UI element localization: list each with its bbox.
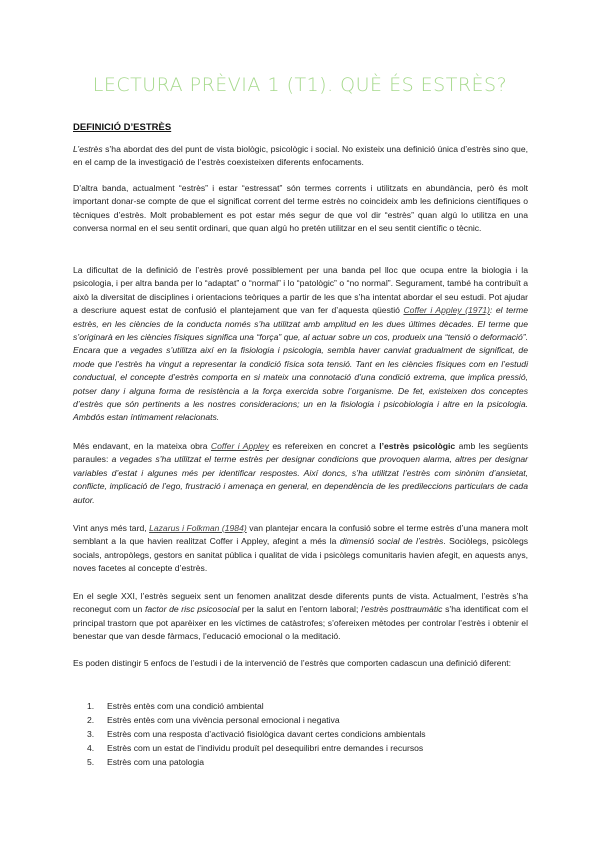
p3-text-a: La dificultat de la definició de l’estrès prové possiblement per una banda pel lloc que ocupa entre la biologia i la psicologia, i per altra banda per lo “adaptat” o “normal” i lo “patològic” o “no normal”. Segurament, també ha contribuït a això la diversitat de disciplines i orientacions teòriques a partir de les que s’ha intentat abordar el seu estudi. Pot ajudar a descriure aquest estat de confusió el plantejament que van fer d’aquesta qüestió	[73, 265, 528, 316]
list-item: 1. Estrès entès com una condició ambiental	[87, 701, 264, 711]
p1-text: s’ha abordat des del punt de vista biològic, psicològic i social. No existeix una definició única d’estrès sino que, en el camp de la investigació de l’estrès coexisteixen diferents enfocaments.	[73, 144, 528, 168]
list-item: 3. Estrès com una resposta d’activació fisiològica davant certes condicions ambientals	[87, 729, 426, 739]
p6-italic-ptsd: l’estrès posttraumàtic	[360, 604, 443, 615]
p6-italic-risk: factor de risc psicosocial	[144, 604, 240, 615]
page-title: LECTURA PRÈVIA 1 (T1). QUÈ ÉS ESTRÈS?	[92, 74, 508, 96]
list-item: 5. Estrès com una patologia	[87, 757, 204, 767]
citation-lazarus-folkman-1984[interactable]: Lazarus i Folkman (1984)	[149, 523, 247, 533]
p6-text-e: s’ha identificat com el principal trastorn que pot aparèixer en les víctimes de catàstrofes; s’ofereixen mètodes per controlar l’estrès i obtenir el benestar que van desde fàrmacs, l’educació emocional o la meditació.	[73, 604, 528, 642]
p4-text-d: a vegades s’ha utilitzat el terme estrès per designar condicions que provoquen alarma, altres per designar variables d’estat i algunes més per identificar respostes. Així doncs, s’ha utilitzat l’estrès com sinònim d’ansietat, conflicte, implicació de l’ego, frustració i amenaça en general, en dependència de les predileccions particulars de cada autor.	[73, 454, 528, 505]
section-heading: DEFINICIÓ D’ESTRÈS	[73, 122, 172, 133]
p4-text-b: es refereixen en concret a	[269, 441, 380, 451]
p4-bold-term: l’estrès psicològic	[379, 441, 456, 451]
p5-italic-term: dimensió social de l’estrès	[339, 536, 444, 547]
list-item: 4. Estrès com un estat de l’individu produït pel desequilibri entre demandes i recursos	[87, 743, 424, 753]
p5-text-b: van plantejar encara la confusió sobre el terme estrès d’una manera molt semblant a la que havien realitzat Coffer i Appley, afegint a més la	[73, 523, 528, 547]
paragraph-3	[73, 264, 528, 425]
p5-text-a: Vint anys més tard,	[73, 523, 150, 533]
paragraph-7: Es poden distingir 5 enfocs de l’estudi i de la intervenció de l’estrès que comporten cadascun una definició diferent:	[73, 658, 512, 668]
paragraph-5	[73, 522, 528, 576]
p6-text-c: per la salut en l’entorn laboral;	[239, 604, 361, 615]
citation-coffer-appley[interactable]: Coffer i Appley	[210, 441, 269, 451]
paragraph-4	[73, 440, 528, 507]
approaches-list	[73, 699, 426, 769]
list-item: 2. Estrès entès com una vivència personal emocional i negativa	[87, 715, 340, 725]
p1-term: L’estrès	[73, 144, 103, 154]
p3-text-b: : el terme estrès, en les ciències de la conducta només s’ha utilitzat amb amplitud en les dues últimes dècades. El terme que s’originarà en les ciències físiques significa una “força” que, al actuar sobre un cos, produeix una “tensió o deformació”. Encara que a vegades s’utilitza així en la fisiologia i psicologia, sembla haver canviat gradualment de significat, de mode que l’estrès ha vingut a representar la condició física sota tensió. Tant en les ciències físiques com en l’estudi conductual, el concepte d’estrès comporta en si mateix una connotació d’una condició extrema, que implica pressió, potser dany i alguna forma de resistència a la força exercida sobre l’organisme. De fet, existeixen dos conceptes d’estrès que són pertinents a les nostres consideracions; un en la fisiologia i psicobiologia i altre en la psicologia. Ambdós estan íntimament relacionats.	[73, 305, 528, 423]
paragraph-1	[73, 143, 528, 170]
p4-text-a: Més endavant, en la mateixa obra	[73, 441, 211, 451]
p6-text-a: En el segle XXI, l’estrès segueix sent un fenomen analitzat desde diferents punts de vista. Actualment, l’estrès s’ha reconegut com un	[73, 591, 528, 615]
p5-text-d: . Sociòlegs, psicòlegs socials, antropòlegs, gestors en sanitat pública i qualitat de vida i psicòlegs comunitaris havien afegit, en aquests anys, noves facetes al concepte d’estrès.	[73, 536, 529, 574]
p4-text-c: amb les següents paraules:	[73, 441, 528, 465]
citation-coffer-appley-1971[interactable]: Coffer i Appley (1971)	[403, 305, 490, 316]
paragraph-6	[73, 590, 528, 644]
paragraph-2: D’altra banda, actualment “estrès” i estar “estressat” són termes corrents i utilitzats en abundància, però és molt important donar-se compte de que el significat corrent del terme estrès no coincideix amb les definicions científiques o tècniques d’estrès. Molt probablement es pot estar més segur de que vol dir “estrès” quan algú lo utilitza en una conversa normal en el seu sentit ordinari, que quan algú ho pretén utilitzar en el seu sentit científic o tècnic.	[73, 183, 528, 234]
